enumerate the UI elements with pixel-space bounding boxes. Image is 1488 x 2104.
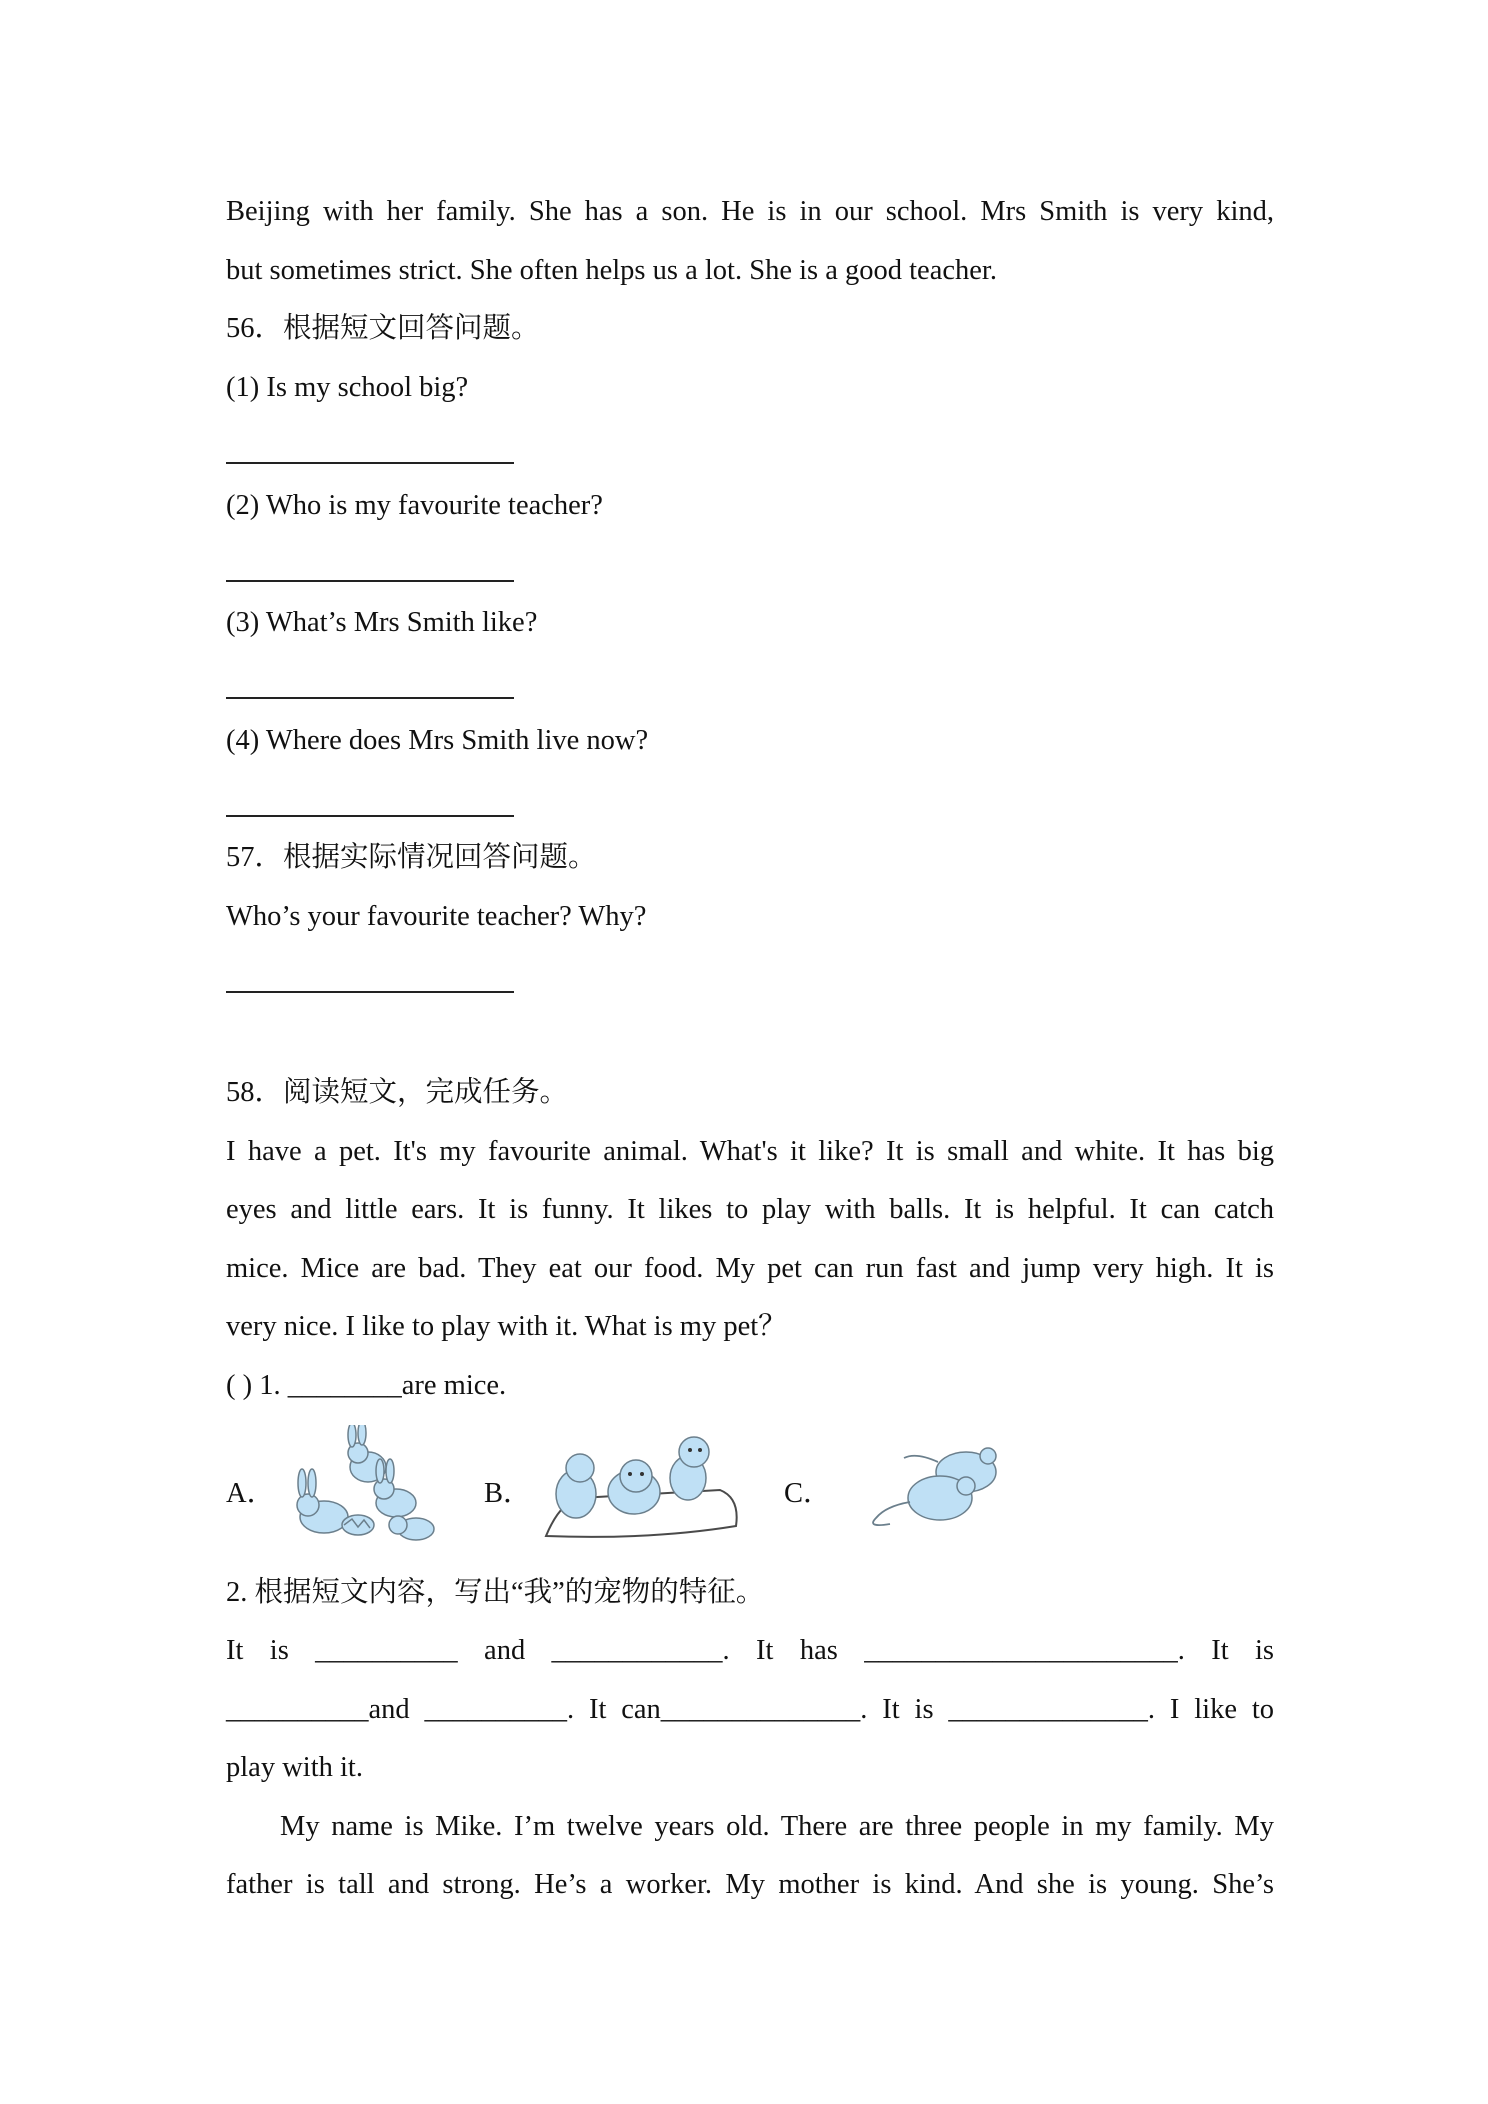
q56-title: 56．根据短文回答问题。 [226, 313, 540, 344]
passage1-line1: Beijing with her family. She has a son. He is in our school. Mrs Smith is very kind, [226, 196, 1274, 227]
q58-passage-line4: very nice. I like to play with it. What is my pet？ [226, 1311, 787, 1342]
q57-question: Who’s your favourite teacher? Why? [226, 901, 647, 932]
option-c-label[interactable]: C． [784, 1478, 832, 1509]
q58-title: 58．阅读短文，完成任务。 [226, 1077, 569, 1108]
q58-passage-line3: mice. Mice are bad. They eat our food. My pet can run fast and jump very high. It is [226, 1253, 1274, 1284]
passage2-line1: My name is Mike. I’m twelve years old. There are three people in my family. My [280, 1811, 1274, 1842]
answer-line-2[interactable] [226, 580, 514, 582]
q58-passage-line1: I have a pet. It's my favourite animal. What's it like? It is small and white. It has big [226, 1136, 1274, 1167]
passage2-line2: father is tall and strong. He’s a worker. My mother is kind. And she is young. She’s [226, 1869, 1274, 1900]
q58-item2-line2: __________and __________. It can______________. It is ______________. I like to [226, 1694, 1274, 1725]
q58-item2-title: 2. 根据短文内容，写出“我”的宠物的特征。 [226, 1577, 765, 1608]
q57-title: 57．根据实际情况回答问题。 [226, 842, 597, 873]
q58-item2-line3: play with it. [226, 1752, 363, 1783]
option-b-label[interactable]: B． [484, 1478, 532, 1509]
answer-line-1[interactable] [226, 462, 514, 464]
rabbits-icon [284, 1425, 444, 1547]
puppies-icon [540, 1432, 742, 1544]
answer-line-3[interactable] [226, 697, 514, 699]
mice-icon [856, 1444, 1008, 1528]
q56-question-2: (2) Who is my favourite teacher? [226, 490, 603, 521]
q56-question-1: (1) Is my school big? [226, 372, 469, 403]
q58-item2-line1: It is __________ and ____________. It has ______________________. It is [226, 1635, 1274, 1666]
option-a-label[interactable]: A． [226, 1478, 276, 1509]
q56-question-4: (4) Where does Mrs Smith live now? [226, 725, 649, 756]
q56-question-3: (3) What’s Mrs Smith like? [226, 607, 538, 638]
q58-passage-line2: eyes and little ears. It is funny. It likes to play with balls. It is helpful. It can catch [226, 1194, 1274, 1225]
answer-line-4[interactable] [226, 815, 514, 817]
passage1-line2: but sometimes strict. She often helps us a lot. She is a good teacher. [226, 255, 997, 286]
q58-item1: ( ) 1. ________are mice. [226, 1370, 507, 1401]
answer-line-5[interactable] [226, 991, 514, 993]
